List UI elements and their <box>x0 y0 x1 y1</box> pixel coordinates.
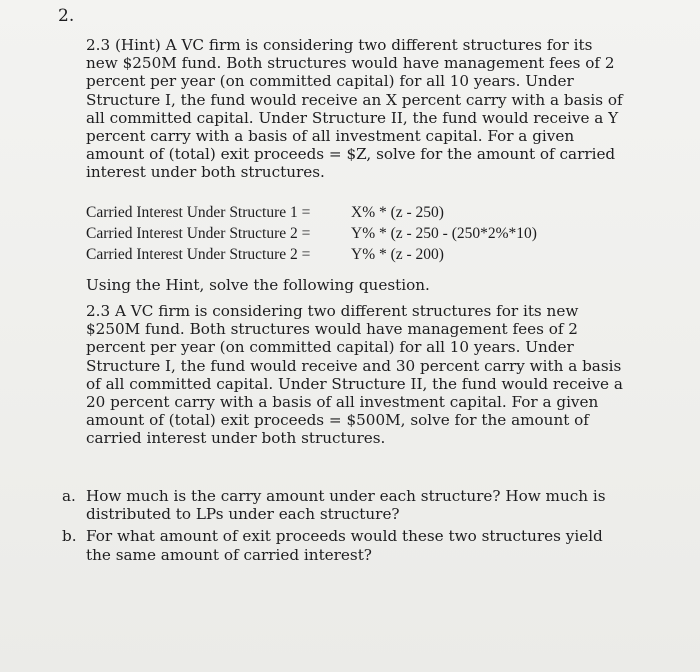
formula-row <box>86 223 537 244</box>
using-hint-instruction: Using the Hint, solve the following question. <box>86 276 430 294</box>
formula-list <box>86 202 537 265</box>
list-item <box>62 527 622 563</box>
question-number: 2. <box>58 6 75 26</box>
formula-row <box>86 244 537 265</box>
formula-label: Carried Interest Under Structure 1 = <box>86 204 311 221</box>
formula-label: Carried Interest Under Structure 2 = <box>86 225 311 242</box>
sub-question-list <box>62 487 622 568</box>
formula-row <box>86 202 537 223</box>
formula-expression: Y% * (z - 250 - (250*2%*10) <box>351 225 537 242</box>
list-marker: b. <box>62 527 77 546</box>
list-item-text: How much is the carry amount under each structure? How much is distributed to LPs under each structure? <box>86 487 606 524</box>
list-marker: a. <box>62 487 76 505</box>
hint-paragraph: 2.3 (Hint) A VC firm is considering two different structures for its new $250M fund. Both structures would have management fees of 2 percent per year (on committed capital) for all 10 years. Under Structure I, the fund would receive an X percent carry with a basis of all committed capital. Under Structure II, the fund would receive a Y percent carry with a basis of all investment capital. For a given amount of (total) exit proceeds = $Z, solve for the amount of carried interest under both structures. <box>86 36 623 182</box>
list-item-text: For what amount of exit proceeds would these two structures yield the same amount of carried interest? <box>86 527 603 564</box>
formula-expression: Y% * (z - 200) <box>351 246 444 263</box>
list-item <box>62 487 622 523</box>
formula-expression: X% * (z - 250) <box>351 204 444 221</box>
formula-label: Carried Interest Under Structure 2 = <box>86 246 311 263</box>
main-question-paragraph: 2.3 A VC firm is considering two different structures for its new $250M fund. Both structures would have management fees of 2 percent per year (on committed capital) for all 10 years. Under Structure I, the fund would receive and 30 percent carry with a basis of all committed capital. Under Structure II, the fund would receive a 20 percent carry with a basis of all investment capital. For a given amount of (total) exit proceeds = $500M, solve for the amount of carried interest under both structures. <box>86 302 623 448</box>
